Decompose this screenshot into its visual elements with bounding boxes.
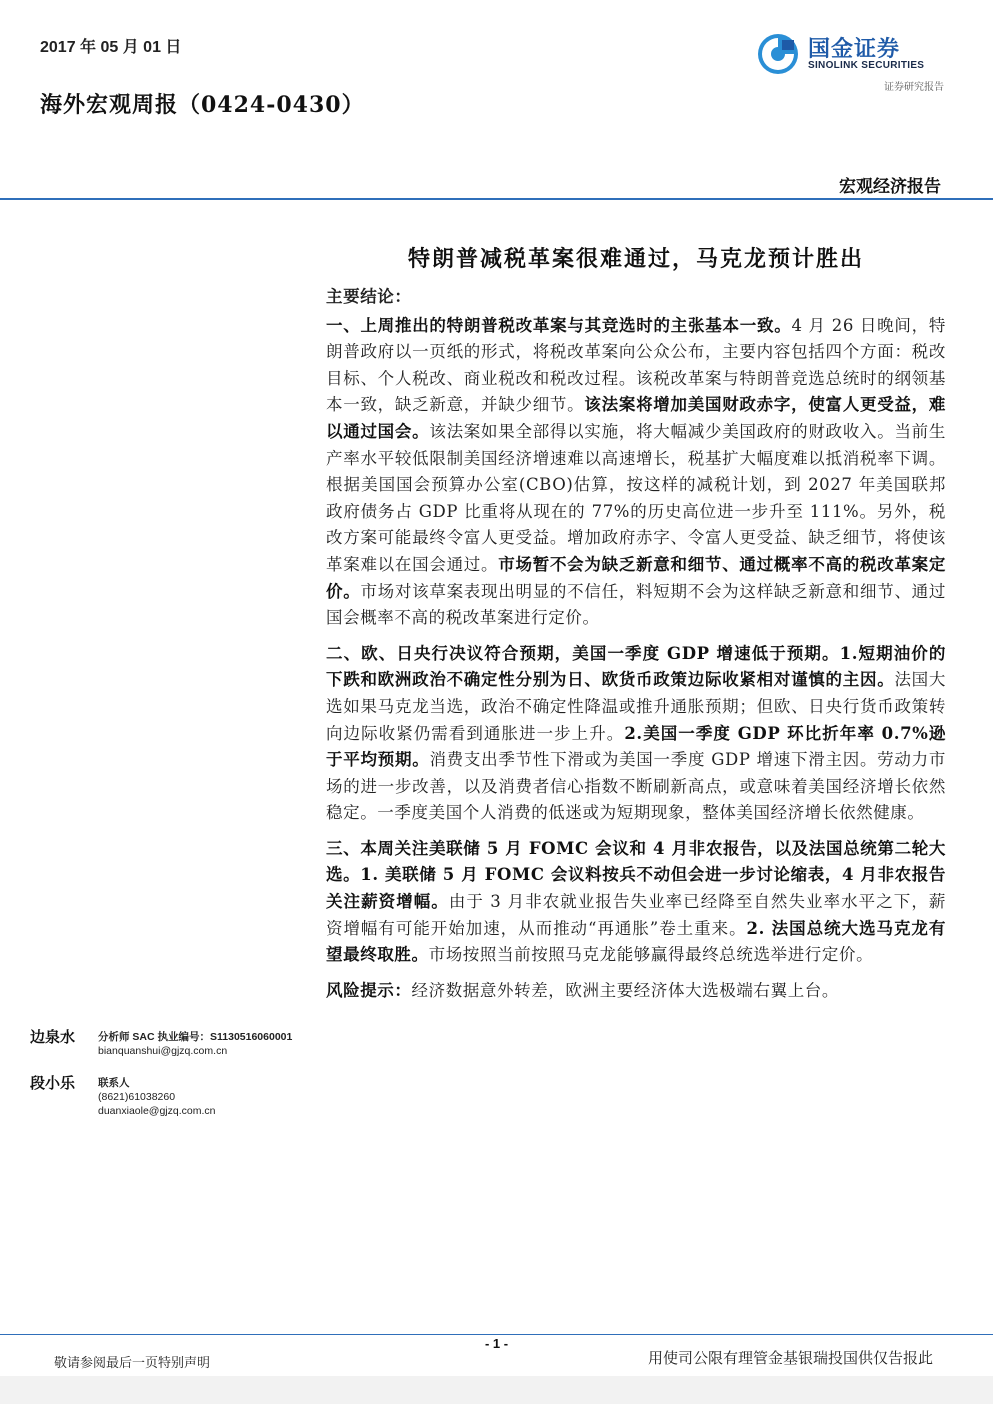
conclusions-heading: 主要结论： bbox=[326, 287, 412, 306]
contact-email: duanxiaole@gjzq.com.cn bbox=[98, 1105, 216, 1117]
disclaimer-note: 敬请参阅最后一页特别声明 bbox=[54, 1356, 211, 1371]
page-number: - 1 - bbox=[484, 1336, 509, 1351]
analyst-card bbox=[30, 1026, 330, 1066]
footer-divider bbox=[0, 1334, 993, 1335]
contact-role: 联系人 bbox=[98, 1077, 130, 1089]
bold-run: 该法案将增加美国财政赤字，使富人更受益，难以通过国会。 bbox=[326, 395, 946, 441]
analyst-name: 边泉水 bbox=[30, 1028, 76, 1046]
logo-tagline: 证券研究报告 bbox=[884, 82, 944, 93]
analyst-role: 分析师 SAC 执业编号：S1130516060001 bbox=[98, 1031, 293, 1043]
contact-card bbox=[30, 1072, 330, 1132]
bold-run: 2.美国一季度 GDP 环比折年率 0.7%逊于平均预期。 bbox=[326, 723, 947, 770]
bold-run: 2. 法国总统大选马克龙有望最终取胜。 bbox=[326, 918, 946, 965]
headline: 特朗普减税革案很难通过，马克龙预计胜出 bbox=[407, 246, 864, 272]
text-run: 4 月 26 日晚间，特朗普政府以一页纸的形式，将税改革案向公众公布，主要内容包括四个方面：税改目标、个人税改、商业税改和税改过程。该税改革案与特朗普竞选总统时的纲领基本一致，缺乏新意，并缺少细节。 bbox=[326, 315, 946, 415]
bold-run: 三、本周关注美联储 5 月 FOMC 会议和 4 月非农报告，以及法国总统第二轮大选。1. 美联储 5 月 FOMC 会议料按兵不动但会进一步讨论缩表，4 月非农报告关注薪资增幅。 bbox=[326, 838, 946, 912]
bold-run: 二、欧、日央行决议符合预期，美国一季度 GDP 增速低于预期。1.短期油价的下跌和欧洲政治不确定性分别为日、欧货币政策边际收紧相对谨慎的主因。 bbox=[326, 643, 946, 690]
contact-name: 段小乐 bbox=[30, 1074, 76, 1092]
bold-run: 市场暂不会为缺乏新意和细节、通过概率不高的税改革案定价。 bbox=[326, 554, 947, 601]
text-run: 市场对该草案表现出明显的不信任，料短期不会为这样缺乏新意和细节、通过国会概率不高的税改革案进行定价。 bbox=[326, 581, 946, 628]
main-conclusions bbox=[326, 284, 946, 1013]
company-logo bbox=[756, 30, 946, 92]
bold-run: 风险提示： bbox=[326, 980, 412, 1000]
report-date: 2017 年 05 月 01 日 bbox=[40, 39, 182, 56]
text-run: 市场按照当前按照马克龙能够赢得最终总统选举进行定价。 bbox=[428, 945, 874, 965]
analyst-info bbox=[98, 1030, 328, 1058]
logo-chinese-name: 国金证券 bbox=[808, 37, 901, 62]
contact-phone: (8621)61038260 bbox=[98, 1091, 176, 1103]
report-type: 宏观经济报告 bbox=[839, 177, 941, 197]
text-run: 法国大选如果马克龙当选，政治不确定性降温或推升通胀预期；但欧、日央行货币政策转向边际收紧仍需看到通胀进一步上升。 bbox=[326, 670, 946, 743]
risk-warning bbox=[326, 978, 946, 1005]
bold-run: 一、上周推出的特朗普税改革案与其竞选时的主张基本一致。 bbox=[326, 315, 792, 335]
text-run: 该法案如果全部得以实施，将大幅减少美国政府的财政收入。当前生产率水平较低限制美国经济增速难以高速增长，税基扩大幅度难以抵消税率下调。根据美国国会预算办公室(CBO)估算，按这样的减税计划，到 2027 年美国联邦政府债务占 GDP 比重将从现在的 77%的历史高位进一步升至 111%。另外，税改方案可能最终令富人更受益。增加政府赤字、令富人更受益、缺乏细节，将使该革案难以在国会通过。 bbox=[326, 421, 946, 574]
contact-info bbox=[98, 1076, 328, 1118]
conclusion-paragraph bbox=[326, 836, 946, 969]
text-run: 经济数据意外转差，欧洲主要经济体大选极端右翼上台。 bbox=[411, 980, 839, 1000]
sinolink-logo-icon bbox=[756, 32, 800, 76]
conclusion-paragraph bbox=[326, 313, 946, 632]
text-run: 消费支出季节性下滑或为美国一季度 GDP 增速下滑主因。劳动力市场的进一步改善，以及消费者信心指数不断刷新高点，或意味着美国经济增长依然稳定。一季度美国个人消费的低迷或为短期现象，整体美国经济增长依然健康。 bbox=[326, 750, 946, 823]
logo-english-name: SINOLINK SECURITIES bbox=[808, 60, 925, 71]
analyst-email: bianquanshui@gjzq.com.cn bbox=[98, 1045, 228, 1057]
header-divider bbox=[0, 198, 993, 200]
text-run: 由于 3 月非农就业报告失业率已经降至自然失业率水平之下，薪资增幅有可能开始加速，从而推动“再通胀”卷土重来。 bbox=[326, 892, 946, 938]
watermark-band bbox=[0, 1376, 993, 1404]
conclusion-paragraph bbox=[326, 641, 946, 827]
footer-watermark-text: 用使司公限有理管金基银瑞投国供仅告报此 bbox=[647, 1349, 933, 1367]
report-title: 海外宏观周报（0424-0430） bbox=[40, 92, 365, 118]
